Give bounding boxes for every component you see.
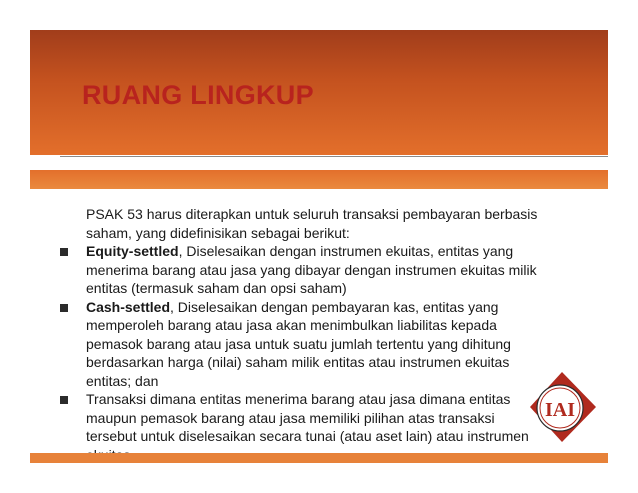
bullet-text: , Diselesaikan dengan instrumen ekuitas, entitas yang menerima barang atau jasa yang dibayar dengan instrumen ekuitas milik entitas (termasuk saham dan opsi saham) [86, 243, 537, 296]
header-divider [60, 156, 608, 157]
slide-content [86, 205, 538, 464]
square-bullet-icon [60, 248, 68, 256]
bullet-term: Equity-settled [86, 243, 179, 259]
bullet-list [86, 242, 538, 464]
intro-paragraph: PSAK 53 harus diterapkan untuk seluruh transaksi pembayaran berbasis saham, yang didefinisikan sebagai berikut: [86, 206, 538, 241]
iai-logo [530, 372, 596, 442]
square-bullet-icon [60, 396, 68, 404]
page-title: RUANG LINGKUP [82, 80, 314, 110]
list-item [86, 298, 538, 391]
accent-band-top [30, 170, 608, 189]
bullet-text: , Diselesaikan dengan pembayaran kas, entitas yang memperoleh barang atau jasa akan menimbulkan liabilitas kepada pemasok barang atau jasa untuk suatu jumlah tertentu yang dihitung berdasarkan harga (nilai) saham milik entitas atau instrumen ekuitas entitas; dan [86, 298, 511, 389]
list-item [86, 242, 538, 298]
accent-band-bottom [30, 453, 608, 463]
bullet-text: Transaksi dimana entitas menerima barang atau jasa dimana entitas maupun pemasok barang atau jasa memiliki pilihan atas transaksi tersebut untuk diselesaikan secara tunai (atau aset lain) atau instrumen [86, 391, 529, 444]
bullet-term: Cash-settled [86, 298, 171, 315]
iai-logo-text: IAI [544, 399, 576, 421]
square-bullet-icon [60, 304, 68, 312]
iai-logo-icon [530, 372, 596, 442]
